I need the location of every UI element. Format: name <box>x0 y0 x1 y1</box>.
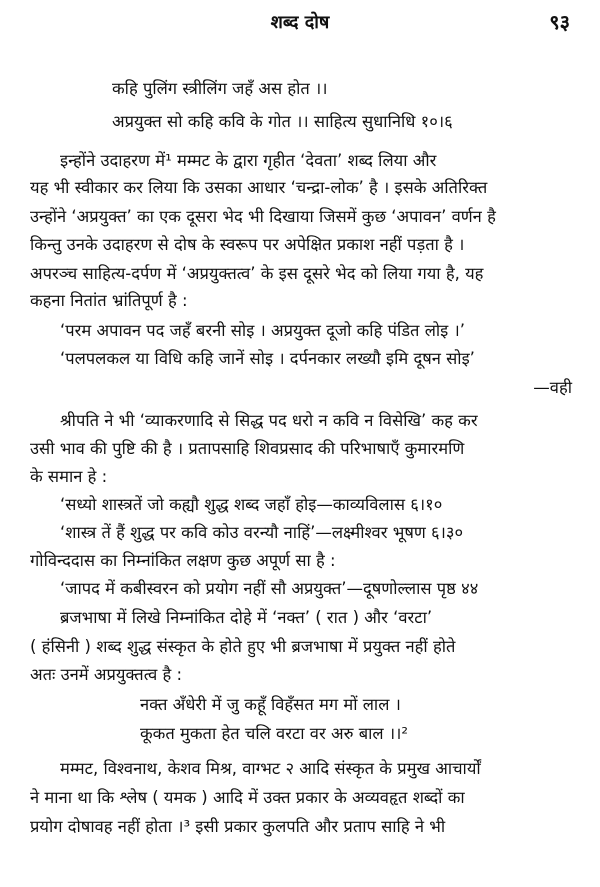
page-title: शब्द दोष <box>270 12 330 33</box>
paragraph-line: के समान हे : <box>30 467 108 486</box>
paragraph-line: गोविन्ददास का निम्नांकित लक्षण कुछ अपूर्ण सा है : <box>30 551 336 570</box>
paragraph-line: यह भी स्वीकार कर लिया कि उसका आधार ‘चन्द्रा-लोक’ है । इसके अतिरिक्त <box>30 178 488 197</box>
quote-line: ‘शास्त्र तें हैं शुद्ध पर कवि कोउ वरन्यौ नाहिं’—लक्ष्मीश्वर भूषण ६।३० <box>60 523 464 542</box>
paragraph-line: प्रयोग दोषावह नहीं होता ।³ इसी प्रकार कुलपति और प्रताप साहि ने भी <box>30 817 446 836</box>
paragraph-line: ब्रजभाषा में लिखे निम्नांकित दोहे में ‘नक्त’ ( रात ) और ‘वरटा’ <box>60 608 433 627</box>
quote-line: ‘पलपलकल या विधि कहि जानें सोइ । दर्पनकार लख्यौ इमि दूषन सोइ’ <box>60 349 475 368</box>
paragraph-line: किन्तु उनके उदाहरण से दोष के स्वरूप पर अपेक्षित प्रकाश नहीं पड़ता है । <box>30 235 465 254</box>
quote-line: ‘सध्यो शास्त्रतें जो कह्यौ शुद्ध शब्द जहाँ होइ—काव्यविलास ६।१० <box>60 495 443 514</box>
paragraph-line: श्रीपति ने भी ‘व्याकरणादि से सिद्ध पद धरो न कवि न विसेखि’ कह कर <box>60 411 478 430</box>
verse-line: कूकत मुकता हेत चलि वरटा वर अरु बाल ।।² <box>140 724 408 743</box>
paragraph-line: ( हंसिनी ) शब्द शुद्ध संस्कृत के होते हुए भी ब्रजभाषा में प्रयुक्त नहीं होते <box>30 637 456 656</box>
quote-line: ‘परम अपावन पद जहँ बरनी सोइ । अप्रयुक्त दूजो कहि पंडित लोइ ।’ <box>60 321 466 340</box>
page-number: ९३ <box>549 10 570 34</box>
paragraph-line: मम्मट, विश्वनाथ, केशव मिश्र, वाग्भट २ आदि संस्कृत के प्रमुख आचार्यों <box>60 759 481 778</box>
verse-line: नक्त अँधेरी में जु कहूँ विहँसत मग मों लाल । <box>140 695 401 714</box>
paragraph-line: कहना नितांत भ्रांतिपूर्ण है : <box>30 291 188 310</box>
paragraph-line: ने माना था कि श्लेष ( यमक ) आदि में उक्त प्रकार के अव्यवहृत शब्दों का <box>30 788 465 807</box>
verse-line: कहि पुलिंग स्त्रीलिंग जहँ अस होत ।। <box>112 79 328 98</box>
paragraph-line: उसी भाव की पुष्टि की है । प्रतापसाहि शिवप्रसाद की परिभाषाएँ कुमारमणि <box>30 439 465 458</box>
paragraph-line: इन्होंने उदाहरण में¹ मम्मट के द्वारा गृहीत ‘देवता’ शब्द लिया और <box>60 151 437 170</box>
verse-line: अप्रयुक्त सो कहि कवि के गोत ।। साहित्य सुधानिधि १०।६ <box>112 112 453 131</box>
citation: —वही <box>533 378 572 397</box>
quote-line: ‘जापद में कबीस्वरन को प्रयोग नहीं सौ अप्रयुक्त’—दूषणोल्लास पृष्ठ ४४ <box>60 579 479 598</box>
paragraph-line: अपरञ्च साहित्य-दर्पण में ‘अप्रयुक्तत्व’ के इस दूसरे भेद को लिया गया है, यह <box>30 264 484 283</box>
paragraph-line: उन्होंने ‘अप्रयुक्त’ का एक दूसरा भेद भी दिखाया जिसमें कुछ ‘अपावन’ वर्णन है <box>30 207 496 226</box>
paragraph-line: अतः उनमें अप्रयुक्तत्व है : <box>30 665 183 684</box>
